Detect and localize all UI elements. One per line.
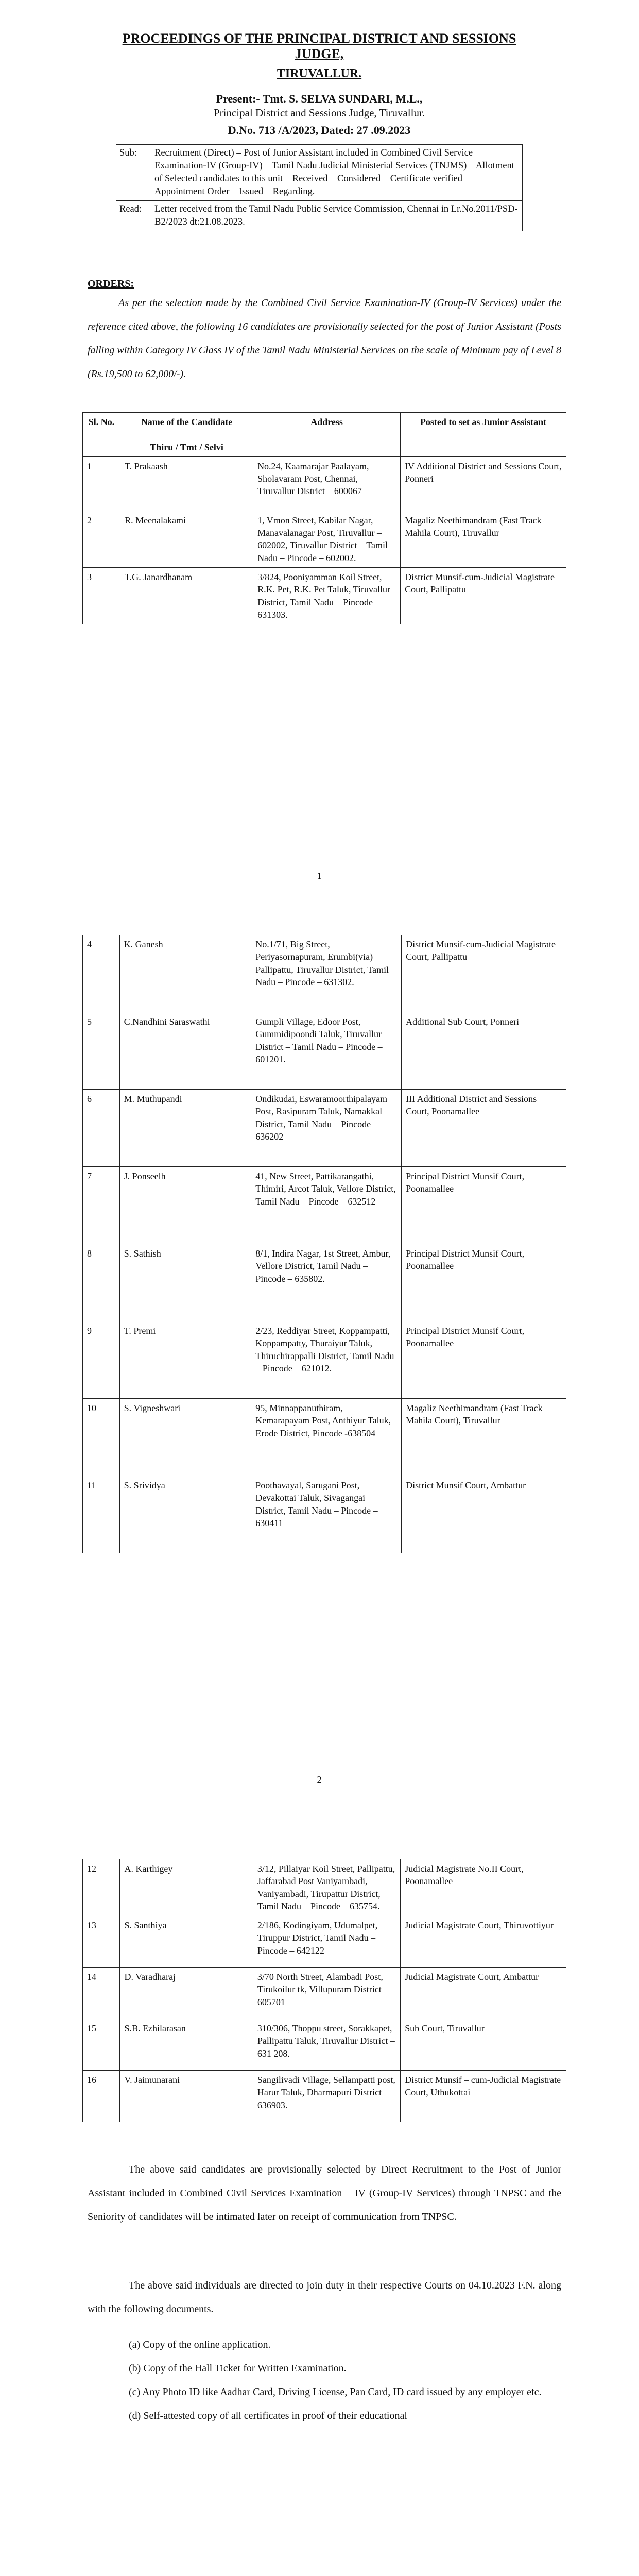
- candidate-row: [83, 1321, 566, 1399]
- document-header: [113, 31, 525, 120]
- page-1: [0, 0, 639, 904]
- name-cell: R. Meenalakami: [120, 511, 253, 567]
- sl-cell: 4: [83, 935, 120, 1012]
- posted-cell: Additional Sub Court, Ponneri: [402, 1012, 566, 1090]
- candidate-row: [83, 511, 566, 567]
- candidate-row: [83, 456, 566, 511]
- posted-cell: Principal District Munsif Court, Poonamallee: [402, 1244, 566, 1321]
- sl-cell: 14: [83, 1968, 120, 2019]
- candidate-row: [83, 2071, 566, 2122]
- sl-cell: 15: [83, 2019, 120, 2071]
- document-place: TIRUVALLUR.: [277, 67, 362, 80]
- posted-cell: Magaliz Neethimandram (Fast Track Mahila Court), Tiruvallur: [402, 1399, 566, 1476]
- candidate-row: [83, 1012, 566, 1090]
- address-cell: 2/186, Kodingiyam, Udumalpet, Tiruppur District, Tamil Nadu – Pincode – 642122: [253, 1916, 400, 1968]
- sl-cell: 7: [83, 1167, 120, 1244]
- read-label: Read:: [116, 200, 151, 231]
- name-cell: T.G. Janardhanam: [120, 568, 253, 624]
- name-cell: S.B. Ezhilarasan: [120, 2019, 253, 2071]
- candidate-row: [83, 1968, 566, 2019]
- name-cell: S. Vigneshwari: [119, 1399, 251, 1476]
- col-name-label: Name of the Candidate: [141, 417, 233, 427]
- presiding-designation: Principal District and Sessions Judge, Tiruvallur.: [213, 107, 425, 119]
- name-cell: J. Ponseelh: [119, 1167, 251, 1244]
- address-cell: 8/1, Indira Nagar, 1st Street, Ambur, Vellore District, Tamil Nadu – Pincode – 635802.: [251, 1244, 402, 1321]
- name-cell: M. Muthupandi: [119, 1090, 251, 1167]
- sl-cell: 10: [83, 1399, 120, 1476]
- address-cell: Ondikudai, Eswaramoorthipalayam Post, Rasipuram Taluk, Namakkal District, Tamil Nadu – Pincode – 636202: [251, 1090, 402, 1167]
- document-item: (b) Copy of the Hall Ticket for Written Examination.: [129, 2363, 347, 2374]
- address-cell: No.24, Kaamarajar Paalayam, Sholavaram Post, Chennai, Tiruvallur District – 600067: [253, 456, 401, 511]
- name-cell: S. Santhiya: [120, 1916, 253, 1968]
- name-cell: K. Ganesh: [119, 935, 251, 1012]
- posted-cell: Magaliz Neethimandram (Fast Track Mahila Court), Tiruvallur: [401, 511, 566, 567]
- candidate-row: [83, 1399, 566, 1476]
- provisional-selection-paragraph: The above said candidates are provisionally selected by Direct Recruitment to the Post of Junior Assistant included in Combined Civil Services Examination – IV (Group-IV Services) through TNPSC and the Seniority of candidates will be intimated later on receipt of communication from TNPSC.: [88, 2164, 561, 2223]
- address-cell: 1, Vmon Street, Kabilar Nagar, Manavalanagar Post, Tiruvallur – 602002, Tiruvallur District – Tamil Nadu – Pincode – 602002.: [253, 511, 401, 567]
- sl-cell: 9: [83, 1321, 120, 1399]
- page-3: [0, 1807, 639, 2576]
- sl-cell: 8: [83, 1244, 120, 1321]
- page-number: 2: [317, 1774, 322, 1785]
- posted-cell: District Munsif – cum-Judicial Magistrate Court, Uthukottai: [401, 2071, 566, 2122]
- sl-cell: 11: [83, 1476, 120, 1553]
- col-address: Address: [253, 413, 401, 457]
- name-cell: T. Prakaash: [120, 456, 253, 511]
- join-duty-paragraph: The above said individuals are directed to join duty in their respective Courts on 04.10.2023 F.N. along with the following documents.: [88, 2280, 561, 2315]
- sl-cell: 5: [83, 1012, 120, 1090]
- subject-label: Sub:: [116, 145, 151, 201]
- candidate-row: [83, 1090, 566, 1167]
- name-cell: A. Karthigey: [120, 1859, 253, 1916]
- candidates-table-1: [82, 412, 566, 624]
- posted-cell: Sub Court, Tiruvallur: [401, 2019, 566, 2071]
- address-cell: 95, Minnappanuthiram, Kemarapayam Post, Anthiyur Taluk, Erode District, Pincode -638504: [251, 1399, 402, 1476]
- col-name: [120, 413, 253, 457]
- page-number: 1: [317, 871, 322, 881]
- posted-cell: III Additional District and Sessions Court, Poonamallee: [402, 1090, 566, 1167]
- address-cell: No.1/71, Big Street, Periyasornapuram, Erumbi(via) Pallipattu, Tiruvallur District, Tamil Nadu – Pincode – 631302.: [251, 935, 402, 1012]
- candidate-row: [83, 1244, 566, 1321]
- name-cell: C.Nandhini Saraswathi: [119, 1012, 251, 1090]
- candidate-row: [83, 1916, 566, 1968]
- candidates-table-2: [82, 935, 566, 1553]
- address-cell: 3/12, Pillaiyar Koil Street, Pallipattu, Jaffarabad Post Vaniyambadi, Vaniyambadi, Tirupattur District, Tamil Nadu – Pincode – 635754.: [253, 1859, 400, 1916]
- document-number: D.No. 713 /A/2023, Dated: 27 .09.2023: [228, 124, 411, 137]
- candidate-row: [83, 568, 566, 624]
- address-cell: 310/306, Thoppu street, Sorakkapet, Pallipattu Taluk, Tiruvallur District – 631 208.: [253, 2019, 400, 2071]
- sl-cell: 1: [83, 456, 120, 511]
- candidates-table-3: [82, 1859, 566, 2122]
- document-item: (d) Self-attested copy of all certificates in proof of their educational: [129, 2410, 407, 2421]
- posted-cell: Principal District Munsif Court, Poonamallee: [402, 1167, 566, 1244]
- address-cell: 41, New Street, Pattikarangathi, Thimiri, Arcot Taluk, Vellore District, Tamil Nadu – Pincode – 632512: [251, 1167, 402, 1244]
- sl-cell: 12: [83, 1859, 120, 1916]
- orders-heading: ORDERS:: [88, 278, 134, 290]
- sl-cell: 6: [83, 1090, 120, 1167]
- address-cell: 3/824, Pooniyamman Koil Street, R.K. Pet, R.K. Pet Taluk, Tiruvallur District, Tamil Nadu – Pincode – 631303.: [253, 568, 401, 624]
- sl-cell: 13: [83, 1916, 120, 1968]
- address-cell: Sangilivadi Village, Sellampatti post, Harur Taluk, Dharmapuri District – 636903.: [253, 2071, 400, 2122]
- document-title: PROCEEDINGS OF THE PRINCIPAL DISTRICT AND SESSIONS JUDGE,: [122, 31, 516, 61]
- sl-cell: 3: [83, 568, 120, 624]
- page-2: [0, 904, 639, 1807]
- document-item: (c) Any Photo ID like Aadhar Card, Driving License, Pan Card, ID card issued by any employer etc.: [129, 2386, 542, 2398]
- posted-cell: District Munsif-cum-Judicial Magistrate Court, Pallipattu: [401, 568, 566, 624]
- address-cell: 2/23, Reddiyar Street, Koppampatti, Koppampatty, Thuraiyur Taluk, Thiruchirappalli District, Tamil Nadu – Pincode – 621012.: [251, 1321, 402, 1399]
- posted-cell: Judicial Magistrate Court, Thiruvottiyur: [401, 1916, 566, 1968]
- candidate-row: [83, 1167, 566, 1244]
- presiding-officer: Present:- Tmt. S. SELVA SUNDARI, M.L.,: [216, 92, 423, 105]
- sl-cell: 2: [83, 511, 120, 567]
- col-name-sub: Thiru / Tmt / Selvi: [150, 442, 223, 452]
- subject-text: Recruitment (Direct) – Post of Junior Assistant included in Combined Civil Service Examination-IV (Group-IV) – Tamil Nadu Judicial Ministerial Services (TNJMS) – Allotment of Selected candidates to this unit – Received – Considered – Certificate verified – Appointment Order – Issued – Regarding.: [151, 145, 523, 201]
- sl-cell: 16: [83, 2071, 120, 2122]
- name-cell: T. Premi: [119, 1321, 251, 1399]
- posted-cell: District Munsif-cum-Judicial Magistrate Court, Pallipattu: [402, 935, 566, 1012]
- subject-table: [116, 144, 523, 231]
- name-cell: S. Srividya: [119, 1476, 251, 1553]
- posted-cell: Principal District Munsif Court, Poonamallee: [402, 1321, 566, 1399]
- candidate-row: [83, 1859, 566, 1916]
- col-posted: Posted to set as Junior Assistant: [401, 413, 566, 457]
- col-sl: Sl. No.: [83, 413, 120, 457]
- candidate-row: [83, 2019, 566, 2071]
- candidate-row: [83, 1476, 566, 1553]
- candidate-row: [83, 935, 566, 1012]
- name-cell: D. Varadharaj: [120, 1968, 253, 2019]
- read-text: Letter received from the Tamil Nadu Public Service Commission, Chennai in Lr.No.2011/PSD-B2/2023 dt:21.08.2023.: [151, 200, 523, 231]
- address-cell: Gumpli Village, Edoor Post, Gummidipoondi Taluk, Tiruvallur District – Tamil Nadu – Pincode – 601201.: [251, 1012, 402, 1090]
- document-item: (a) Copy of the online application.: [129, 2339, 271, 2350]
- posted-cell: Judicial Magistrate Court, Ambattur: [401, 1968, 566, 2019]
- address-cell: Poothavayal, Sarugani Post, Devakottai Taluk, Sivagangai District, Tamil Nadu – Pincode – 630411: [251, 1476, 402, 1553]
- name-cell: S. Sathish: [119, 1244, 251, 1321]
- posted-cell: Judicial Magistrate No.II Court, Poonamallee: [401, 1859, 566, 1916]
- address-cell: 3/70 North Street, Alambadi Post, Tirukoilur tk, Villupuram District – 605701: [253, 1968, 400, 2019]
- posted-cell: IV Additional District and Sessions Court, Ponneri: [401, 456, 566, 511]
- documents-list-1: [129, 2333, 556, 2428]
- posted-cell: District Munsif Court, Ambattur: [402, 1476, 566, 1553]
- name-cell: V. Jaimunarani: [120, 2071, 253, 2122]
- orders-paragraph: As per the selection made by the Combined Civil Service Examination-IV (Group-IV Services) under the reference cited above, the following 16 candidates are provisionally selected for the post of Junior Assistant (Posts falling within Category IV Class IV of the Tamil Nadu Ministerial Services on the scale of Minimum pay of Level 8 (Rs.19,500 to 62,000/-).: [88, 297, 561, 380]
